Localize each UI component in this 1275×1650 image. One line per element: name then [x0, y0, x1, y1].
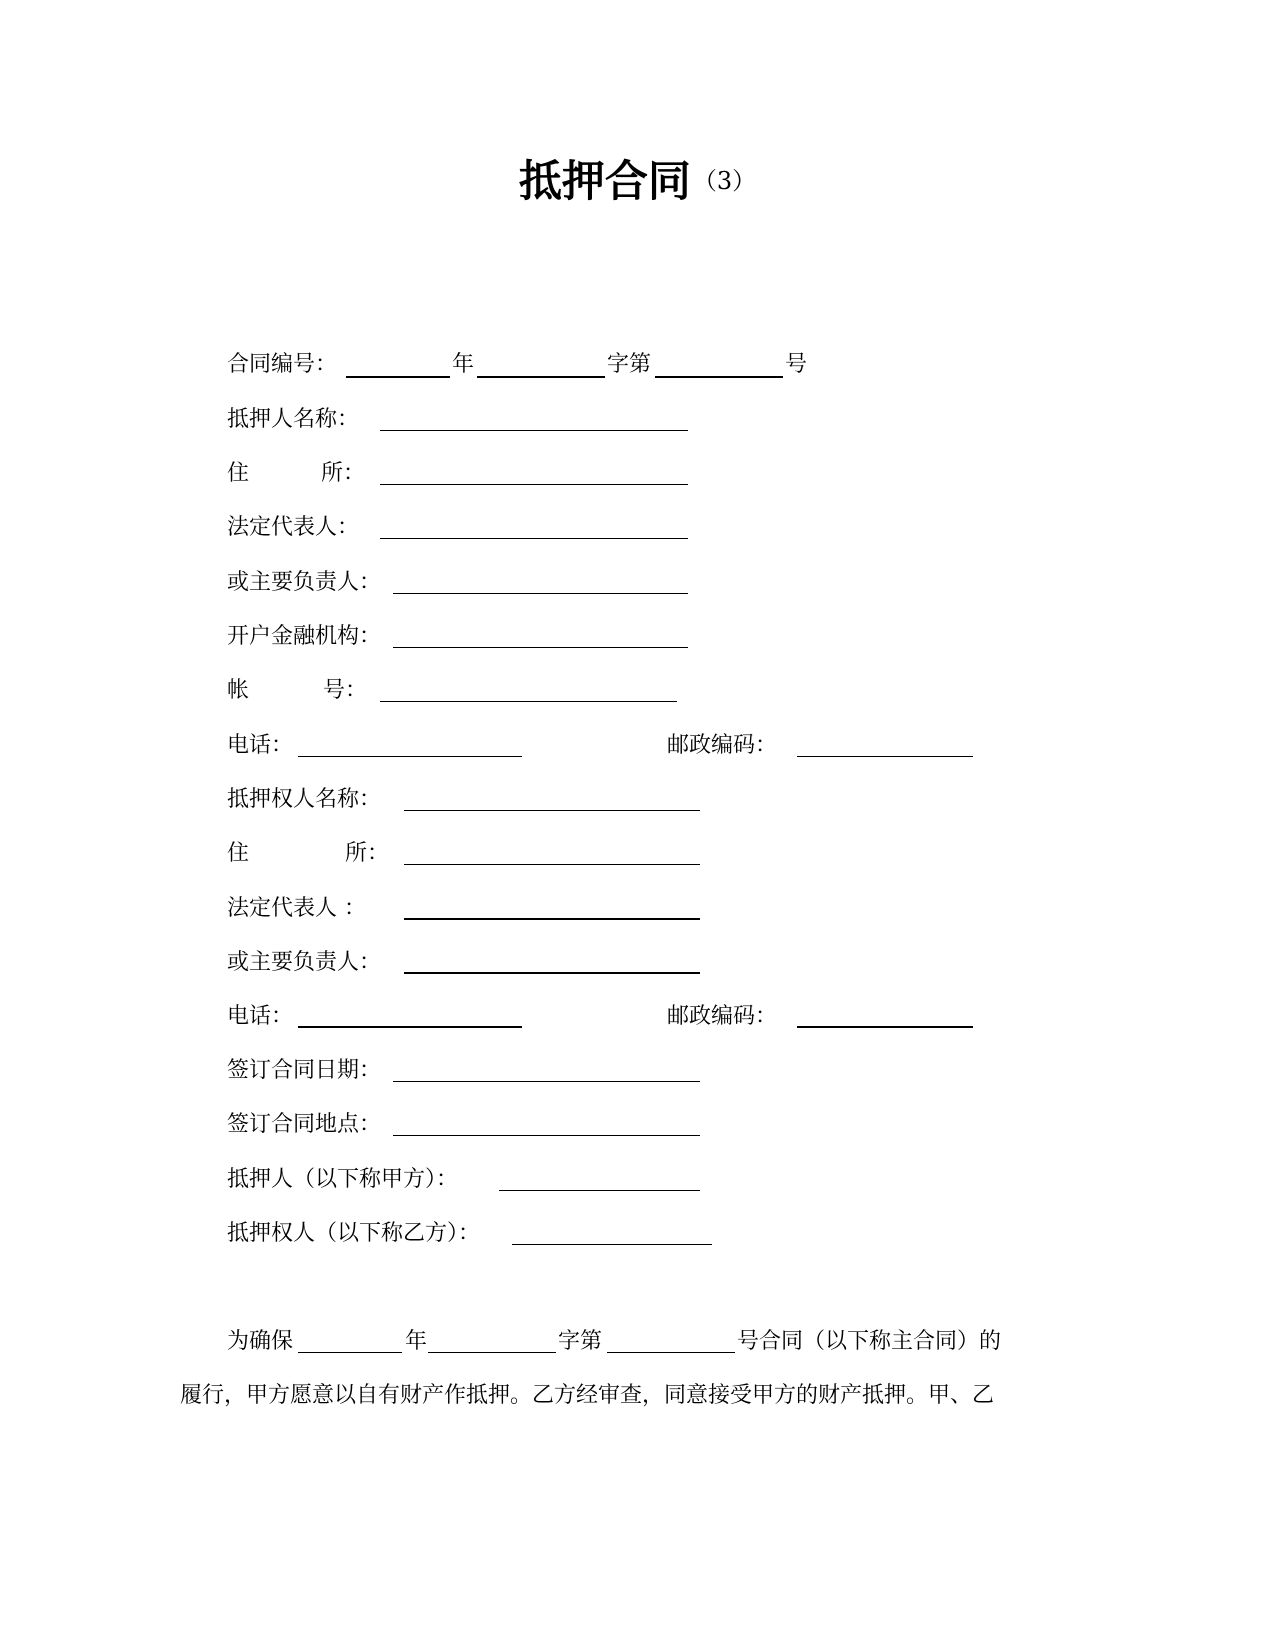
- contract-hao-blank[interactable]: [655, 376, 783, 378]
- contract-year-blank[interactable]: [346, 376, 450, 378]
- mortgagee-legal-rep-blank[interactable]: [404, 918, 700, 920]
- party-b-blank[interactable]: [512, 1244, 712, 1245]
- mortgagee-address-blank[interactable]: [404, 864, 700, 865]
- mortgagor-phone-blank[interactable]: [298, 756, 522, 757]
- mortgagor-principal-label: 或主要负责人：: [227, 570, 382, 595]
- mortgagee-address-label-a: 住: [227, 841, 250, 866]
- mortgagee-name-blank[interactable]: [404, 810, 700, 811]
- body-paragraph-line-2: 履行，甲方愿意以自有财产作抵押。乙方经审查，同意接受甲方的财产抵押。甲、乙: [180, 1383, 995, 1408]
- contract-number-label: 合同编号：: [227, 352, 338, 377]
- party-a-label: 抵押人（以下称甲方）：: [227, 1167, 459, 1192]
- mortgagee-address-label-b: 所：: [345, 841, 390, 866]
- mortgagor-address-blank[interactable]: [380, 484, 688, 485]
- sign-place-label: 签订合同地点：: [227, 1112, 382, 1137]
- body-hao-blank[interactable]: [607, 1352, 735, 1353]
- mortgagor-name-label: 抵押人名称：: [227, 407, 360, 432]
- sign-date-blank[interactable]: [393, 1081, 700, 1082]
- mortgagor-bank-label: 开户金融机构：: [227, 624, 382, 649]
- mortgagor-postcode-label: 邮政编码：: [667, 733, 778, 758]
- title-sub: （3）: [692, 167, 757, 195]
- mortgagee-postcode-blank[interactable]: [797, 1026, 973, 1028]
- mortgagee-principal-blank[interactable]: [404, 972, 700, 974]
- mortgagor-address-label-a: 住: [227, 461, 250, 486]
- mortgagor-account-blank[interactable]: [380, 701, 677, 702]
- body-p1-a: 为确保: [227, 1329, 294, 1354]
- mortgagee-phone-blank[interactable]: [298, 1026, 522, 1028]
- mortgagee-phone-label: 电话：: [227, 1004, 294, 1029]
- body-p1-year: 年: [405, 1329, 428, 1354]
- sign-date-label: 签订合同日期：: [227, 1058, 382, 1083]
- mortgagor-legal-rep-label: 法定代表人：: [227, 515, 360, 540]
- contract-zi-blank[interactable]: [477, 376, 605, 378]
- mortgagor-address-label-b: 所：: [321, 461, 366, 486]
- title-main: 抵押合同: [518, 157, 691, 207]
- mortgagee-name-label: 抵押权人名称：: [227, 787, 382, 812]
- mortgagor-account-label-a: 帐: [227, 678, 250, 703]
- mortgagor-legal-rep-blank[interactable]: [380, 538, 688, 539]
- mortgagee-legal-rep-label: 法定代表人 ：: [227, 896, 366, 921]
- contract-year-label: 年: [452, 352, 475, 377]
- mortgagor-principal-blank[interactable]: [393, 593, 688, 594]
- mortgagee-postcode-label: 邮政编码：: [667, 1004, 778, 1029]
- document-title: [0, 148, 1275, 209]
- sign-place-blank[interactable]: [393, 1135, 700, 1136]
- body-zi-blank[interactable]: [428, 1352, 556, 1353]
- party-b-label: 抵押权人（以下称乙方）：: [227, 1221, 481, 1246]
- mortgagor-phone-label: 电话：: [227, 733, 294, 758]
- body-p1-zi: 字第: [558, 1329, 603, 1354]
- body-p1-end: 号合同（以下称主合同）的: [737, 1329, 1002, 1354]
- party-a-blank[interactable]: [499, 1190, 700, 1191]
- mortgagor-postcode-blank[interactable]: [797, 756, 973, 757]
- mortgagor-name-blank[interactable]: [380, 430, 688, 431]
- mortgagee-principal-label: 或主要负责人：: [227, 950, 382, 975]
- body-year-blank[interactable]: [298, 1352, 402, 1353]
- contract-zi-label: 字第: [607, 352, 652, 377]
- contract-hao-label: 号: [785, 352, 808, 377]
- mortgagor-account-label-b: 号：: [323, 678, 368, 703]
- mortgagor-bank-blank[interactable]: [393, 647, 688, 648]
